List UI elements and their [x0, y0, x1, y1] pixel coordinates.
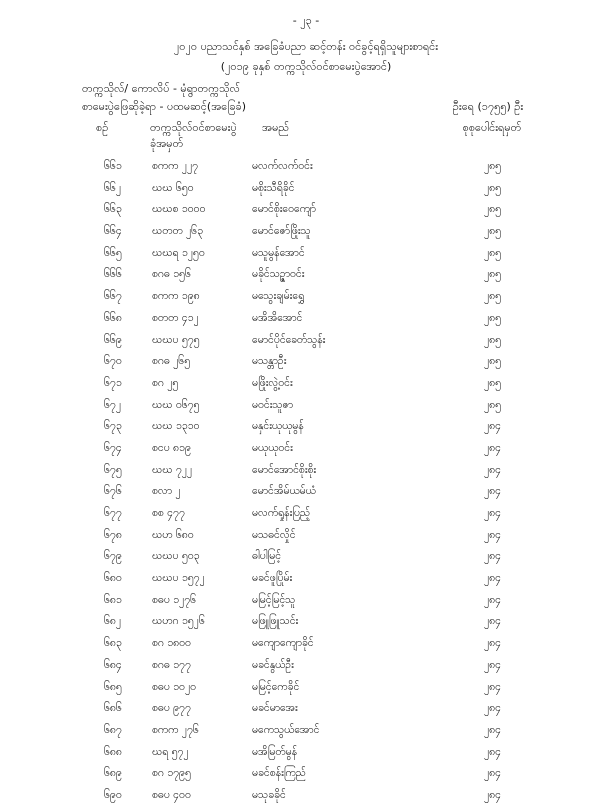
row-number: ၆၈၇	[104, 723, 122, 736]
table-row	[0, 526, 612, 548]
row-number: ၆၆၁	[104, 160, 122, 172]
table-row	[0, 547, 612, 569]
row-number: ၆၈၃	[104, 637, 122, 650]
total-marks: ၂၈၄	[484, 702, 502, 715]
roll-number: စဂဓ ၁၅၆	[152, 268, 191, 281]
total-marks: ၂၈၅	[484, 225, 502, 238]
document-subtitle: (၂၀၁၉ ခုနှစ် တက္ကသိုလ်ဝင်စာမေးပွဲအောင်)	[220, 60, 392, 73]
student-name: မဖြူဖြူသင်း	[252, 615, 299, 628]
table-row	[0, 612, 612, 634]
roll-number: ဃဃပ ၅၀၃	[152, 550, 200, 563]
university-line: တက္ကသိုလ်/ ကောလိပ် - မုံရွာတက္ကသိုလ်	[82, 82, 240, 95]
column-header-no: စဉ်	[96, 121, 109, 134]
row-number: ၆၇၈	[104, 528, 122, 541]
student-name: မောင်အိမ်ယမ်ယံ	[252, 485, 316, 498]
roll-number: ဃဃပ ၅၇၅	[152, 333, 200, 346]
row-number: ၆၆၅	[104, 246, 122, 259]
student-name: မသွေးချမ်းရွှေ	[252, 290, 305, 303]
student-name: မသဓင်လှိုင်	[252, 528, 296, 541]
student-name: မလက်ရှုန်းပြည့်	[252, 507, 311, 519]
roll-number: စဂ ၁၇၉၅	[152, 767, 191, 780]
row-number: ၆၈၂	[104, 615, 122, 628]
row-number: ၆၇၀	[104, 355, 122, 368]
table-row	[0, 179, 612, 201]
total-marks: ၂၈၅	[484, 376, 502, 389]
student-name: ဓါပါမြင့်	[252, 550, 282, 563]
student-name: မခိုင်သဥ္ဇာဝင်း	[252, 268, 305, 281]
student-name: မောင်ဇော်ဖြိုးသူ	[252, 225, 311, 238]
total-marks: ၂၈၄	[484, 507, 502, 519]
student-name: မဝင်းသူဇာ	[252, 398, 294, 411]
roll-number: စတတ ၄၁၂	[152, 311, 199, 324]
row-number: ၆၆၆	[104, 268, 122, 281]
row-number: ၆၆၄	[104, 225, 122, 238]
row-number: ၆၈၈	[104, 745, 122, 758]
row-number: ၆၇၅	[104, 463, 122, 476]
total-marks: ၂၈၄	[484, 420, 502, 433]
total-marks: ၂၈၄	[484, 658, 502, 671]
row-number: ၆၆၃	[104, 203, 122, 216]
roll-number: ဃဃရ ၁၂၅၀	[152, 246, 205, 259]
student-name: မခင်မာအေး	[252, 702, 298, 715]
row-number: ၆၈၁	[104, 593, 122, 606]
column-header-roll: တက္ကသိုလ်ဝင်စာမေးပွဲ	[150, 121, 237, 134]
total-marks: ၂၈၄	[484, 485, 502, 498]
student-name: မခင်စန်းကြည်	[252, 767, 306, 780]
roll-number: စကက ၂၂၇	[152, 160, 199, 172]
roll-number: စဓပ ၁၂၇၆	[152, 593, 197, 606]
table-row	[0, 244, 612, 266]
roll-number: စစ ၄၇၇	[152, 507, 185, 519]
document-title: ၂၀၂၀ ပညာသင်နှစ် အခြေခံပညာ ဆင့်တန်း ဝင်ခွင့်ရရှိသူများစာရင်း	[173, 40, 439, 53]
table-row	[0, 396, 612, 418]
student-name: မကေသွယ်အောင်	[252, 723, 320, 736]
total-marks: ၂၈၄	[484, 441, 502, 454]
total-marks: ၂၈၅	[484, 181, 502, 194]
roll-number: ဃဃ ၇၂၂	[152, 463, 193, 476]
student-name: မယုယုဝင်း	[252, 441, 293, 454]
roll-number: စကက ၂၇၆	[152, 723, 199, 736]
student-name: မခင်ဖူပြိုမ်း	[252, 572, 293, 585]
roll-number: ဃရ ၅၇၂	[152, 745, 189, 758]
student-count-line: ဦးရေ (၁၇၅၅) ဦး	[452, 100, 524, 113]
student-name: မသူမွန်အောင်	[252, 246, 305, 259]
column-header-marks: စုစုပေါင်းရမှတ်	[462, 121, 522, 134]
table-row	[0, 200, 612, 222]
student-name: မောင်ပိုင်ခေတ်သွန်း	[252, 333, 326, 346]
total-marks: ၂၈၅	[484, 203, 502, 216]
roll-number: စကက ၁၉၈	[152, 290, 200, 303]
roll-number: ဃဟ ၆၈၀	[152, 528, 194, 541]
row-number: ၆၆၇	[104, 290, 122, 303]
table-row	[0, 309, 612, 331]
total-marks: ၂၈၅	[484, 290, 502, 303]
student-name: မမြင့်ကေခိုင်	[252, 680, 300, 693]
table-row	[0, 222, 612, 244]
row-number: ၆၇၄	[104, 441, 122, 454]
student-name: မနှင်းယုယုမွန်	[252, 420, 304, 433]
table-row	[0, 569, 612, 591]
student-name: မသန္တာဦး	[252, 355, 287, 368]
student-name: မလက်လက်ဝင်း	[252, 160, 313, 172]
table-row	[0, 743, 612, 765]
student-name: မသုခခိုင်	[252, 788, 286, 801]
total-marks: ၂၈၄	[484, 788, 502, 801]
row-number: ၆၈၀	[104, 572, 122, 585]
table-row	[0, 157, 612, 179]
total-marks: ၂၈၄	[484, 550, 502, 563]
total-marks: ၂၈၄	[484, 637, 502, 650]
roll-number: စဂဓ ၂၆၅	[152, 355, 191, 368]
total-marks: ၂၈၄	[484, 767, 502, 780]
student-name: မမြင့်မြင့်သူ	[252, 593, 296, 606]
total-marks: ၂၈၅	[484, 268, 502, 281]
roll-number: စဓပ ၉၇၇	[152, 702, 191, 715]
roll-number: ဃဃ ၆၅၀	[152, 181, 194, 194]
roll-number: စငပ ၈၁၉	[152, 441, 191, 454]
student-name: မောင်စိုးဝေကျော်	[252, 203, 316, 216]
student-name: မဖြိုးလွဲ့ဝင်း	[252, 376, 293, 389]
total-marks: ၂၈၄	[484, 572, 502, 585]
row-number: ၆၇၃	[104, 420, 122, 433]
roll-number: စဓပ ၄၀၀	[152, 788, 191, 801]
roll-number: စလာ ၂	[152, 485, 181, 498]
results-table	[0, 157, 612, 808]
row-number: ၆၆၈	[104, 311, 122, 324]
student-name: မစိုးသီရိခိုင်	[252, 181, 295, 194]
roll-number: စဂ ၂၅	[152, 376, 179, 389]
table-row	[0, 482, 612, 504]
row-number: ၆၇၆	[104, 485, 122, 498]
roll-number: စဂဓ ၁၇၇	[152, 658, 191, 671]
roll-number: ဃဟဂ ၁၅၂၆	[152, 615, 205, 628]
table-row	[0, 374, 612, 396]
table-row	[0, 439, 612, 461]
total-marks: ၂၈၄	[484, 680, 502, 693]
page-number: - ၂၃ -	[292, 14, 320, 27]
total-marks: ၂၈၅	[484, 160, 502, 172]
total-marks: ၂၈၅	[484, 246, 502, 259]
student-name: မကျောကျောခိုင်	[252, 637, 314, 650]
table-row	[0, 461, 612, 483]
total-marks: ၂၈၄	[484, 723, 502, 736]
roll-number: ဃဃစ ၁၀၀၀	[152, 203, 206, 216]
row-number: ၆၈၉	[104, 767, 122, 780]
table-row	[0, 504, 612, 526]
total-marks: ၂၈၄	[484, 745, 502, 758]
total-marks: ၂၈၄	[484, 463, 502, 476]
row-number: ၆၈၄	[104, 658, 122, 671]
row-number: ၆၆၉	[104, 333, 122, 346]
student-name: မအိမြတ်မွန်	[252, 745, 298, 758]
row-number: ၆၆၂	[104, 181, 121, 194]
table-row	[0, 699, 612, 721]
table-row	[0, 656, 612, 678]
row-number: ၆၇၉	[104, 550, 122, 563]
total-marks: ၂၈၅	[484, 398, 502, 411]
student-name: မအိအိအောင်	[252, 311, 303, 324]
roll-number: စဓပ ၁၀၂၀	[152, 680, 197, 693]
table-row	[0, 265, 612, 287]
column-header-name: အမည်	[262, 121, 290, 134]
total-marks: ၂၈၄	[484, 593, 502, 606]
table-row	[0, 331, 612, 353]
row-number: ၆၇၂	[104, 398, 121, 411]
total-marks: ၂၈၄	[484, 528, 502, 541]
row-number: ၆၉၀	[104, 788, 122, 801]
table-row	[0, 591, 612, 613]
column-header-roll-line2: ခုံအမှတ်	[150, 137, 184, 150]
student-name: မခင်နွယ်ဦး	[252, 658, 294, 671]
row-number: ၆၈၅	[104, 680, 122, 693]
table-row	[0, 764, 612, 786]
table-row	[0, 634, 612, 656]
row-number: ၆၈၆	[104, 702, 122, 715]
table-row	[0, 417, 612, 439]
roll-number: စဂ ၁၈၀၀	[152, 637, 191, 650]
total-marks: ၂၈၅	[484, 355, 502, 368]
row-number: ၆၇၁	[104, 376, 122, 389]
total-marks: ၂၈၅	[484, 311, 502, 324]
roll-number: ဃဃပ ၁၅၇၂	[152, 572, 205, 585]
roll-number: ဃဃ ၀၆၇၅	[152, 398, 200, 411]
table-row	[0, 287, 612, 309]
roll-number: ဃတတ ၂၆၃	[152, 225, 203, 238]
table-row	[0, 786, 612, 808]
table-row	[0, 678, 612, 700]
total-marks: ၂၈၄	[484, 615, 502, 628]
table-row	[0, 352, 612, 374]
roll-number: ဃဃ ၁၃၁၀	[152, 420, 200, 433]
total-marks: ၂၈၅	[484, 333, 502, 346]
student-name: မောင်အောင်စိုးစိုး	[252, 463, 317, 476]
row-number: ၆၇၇	[104, 507, 122, 519]
table-row	[0, 721, 612, 743]
exam-center-line: စာမေးပွဲဖြေဆိုခဲ့ရာ - ပထမဆင့်(အခြေခံ)	[82, 100, 246, 113]
